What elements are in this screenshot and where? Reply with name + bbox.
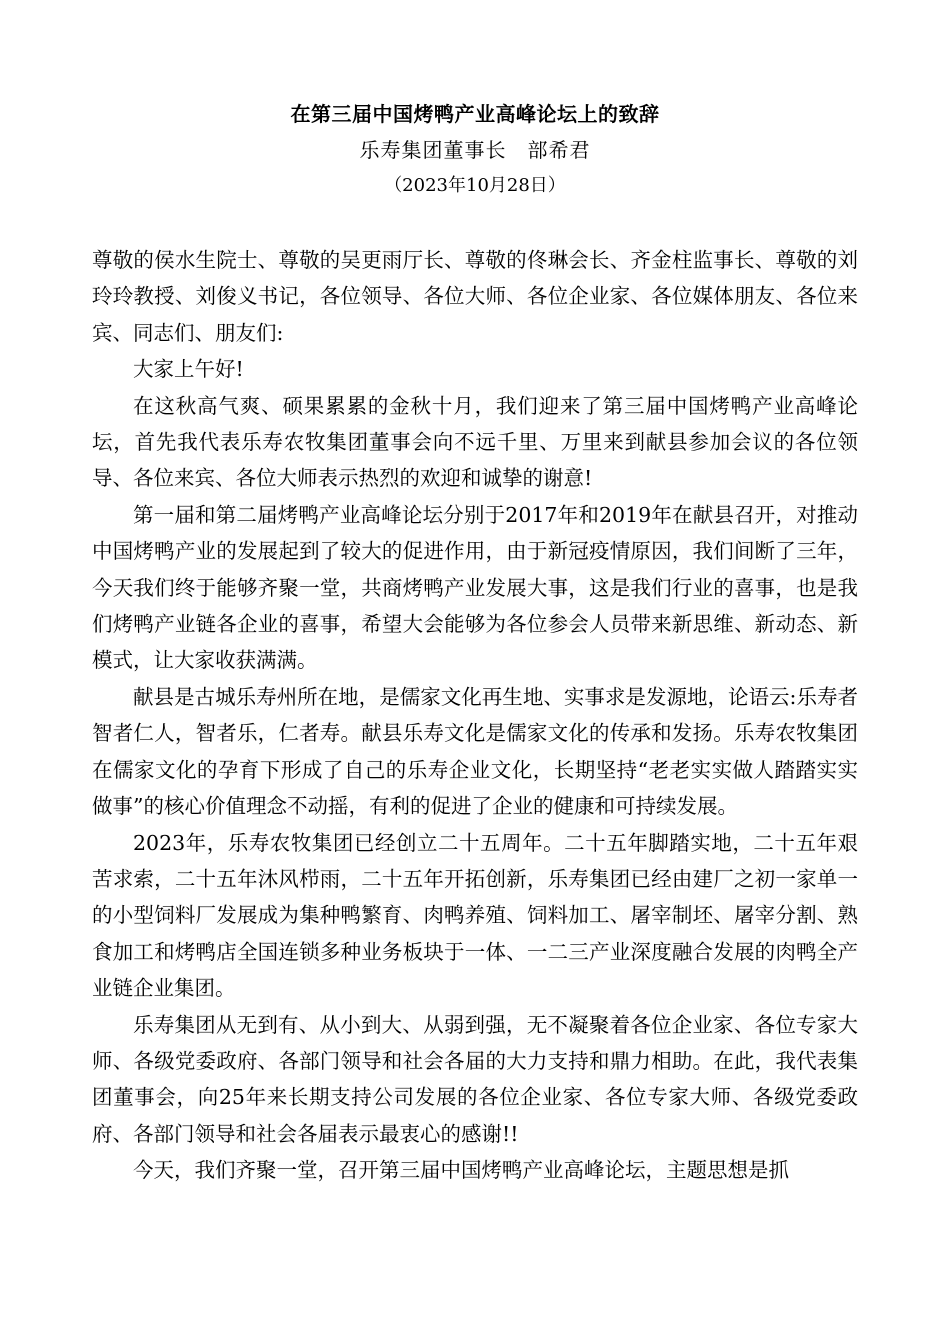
body-paragraph: 献县是古城乐寿州所在地，是儒家文化再生地、实事求是发源地，论语云:乐寿者智者仁人，智者乐，仁者寿。献县乐寿文化是儒家文化的传承和发扬。乐寿农牧集团在儒家文化的孕育下形成了自己的乐寿企业文化，长期坚持“老老实实做人踏踏实实做事”的核心价值理念不动摇，有利的促进了企业的健康和可持续发展。: [92, 684, 858, 819]
body-paragraph: 2023年，乐寿农牧集团已经创立二十五周年。二十五年脚踏实地，二十五年艰苦求索，二十五年沐风栉雨，二十五年开拓创新，乐寿集团已经由建厂之初一家单一的小型饲料厂发展成为集种鸭繁育、肉鸭养殖、饲料加工、屠宰制坯、屠宰分割、熟食加工和烤鸭店全国连锁多种业务板块于一体、一二三产业深度融合发展的肉鸭全产业链企业集团。: [92, 830, 858, 1001]
speech-body: [92, 242, 858, 1189]
speaker-line: 乐寿集团董事长 部希君: [359, 138, 591, 162]
salutation-paragraph: 尊敬的侯水生院士、尊敬的吴更雨厅长、尊敬的佟琳会长、齐金柱监事长、尊敬的刘玲玲教授、刘俊义书记，各位领导、各位大师、各位企业家、各位媒体朋友、各位来宾、同志们、朋友们:: [92, 248, 858, 345]
body-paragraph: 第一届和第二届烤鸭产业高峰论坛分别于2017年和2019年在献县召开，对推动中国烤鸭产业的发展起到了较大的促进作用，由于新冠疫情原因，我们间断了三年，今天我们终于能够齐聚一堂，共商烤鸭产业发展大事，这是我们行业的喜事，也是我们烤鸭产业链各企业的喜事，希望大会能够为各位参会人员带来新思维、新动态、新模式，让大家收获满满。: [92, 502, 858, 673]
body-paragraph: 在这秋高气爽、硕果累累的金秋十月，我们迎来了第三届中国烤鸭产业高峰论坛，首先我代表乐寿农牧集团董事会向不远千里、万里来到献县参加会议的各位领导、各位来宾、各位大师表示热烈的欢迎和诚挚的谢意!: [92, 393, 858, 491]
speech-date: （2023年10月28日）: [384, 175, 566, 196]
document-title: 在第三届中国烤鸭产业高峰论坛上的致辞: [290, 102, 660, 126]
body-paragraph: 乐寿集团从无到有、从小到大、从弱到强，无不凝聚着各位企业家、各位专家大师、各级党委政府、各部门领导和社会各届的大力支持和鼎力相助。在此，我代表集团董事会，向25年来长期支持公司发展的各位企业家、各位专家大师、各级党委政府、各部门领导和社会各届表示最衷心的感谢!!: [92, 1012, 858, 1146]
body-paragraph: 今天，我们齐聚一堂，召开第三届中国烤鸭产业高峰论坛，主题思想是抓: [133, 1158, 789, 1183]
body-paragraph: 大家上午好!: [133, 357, 244, 382]
